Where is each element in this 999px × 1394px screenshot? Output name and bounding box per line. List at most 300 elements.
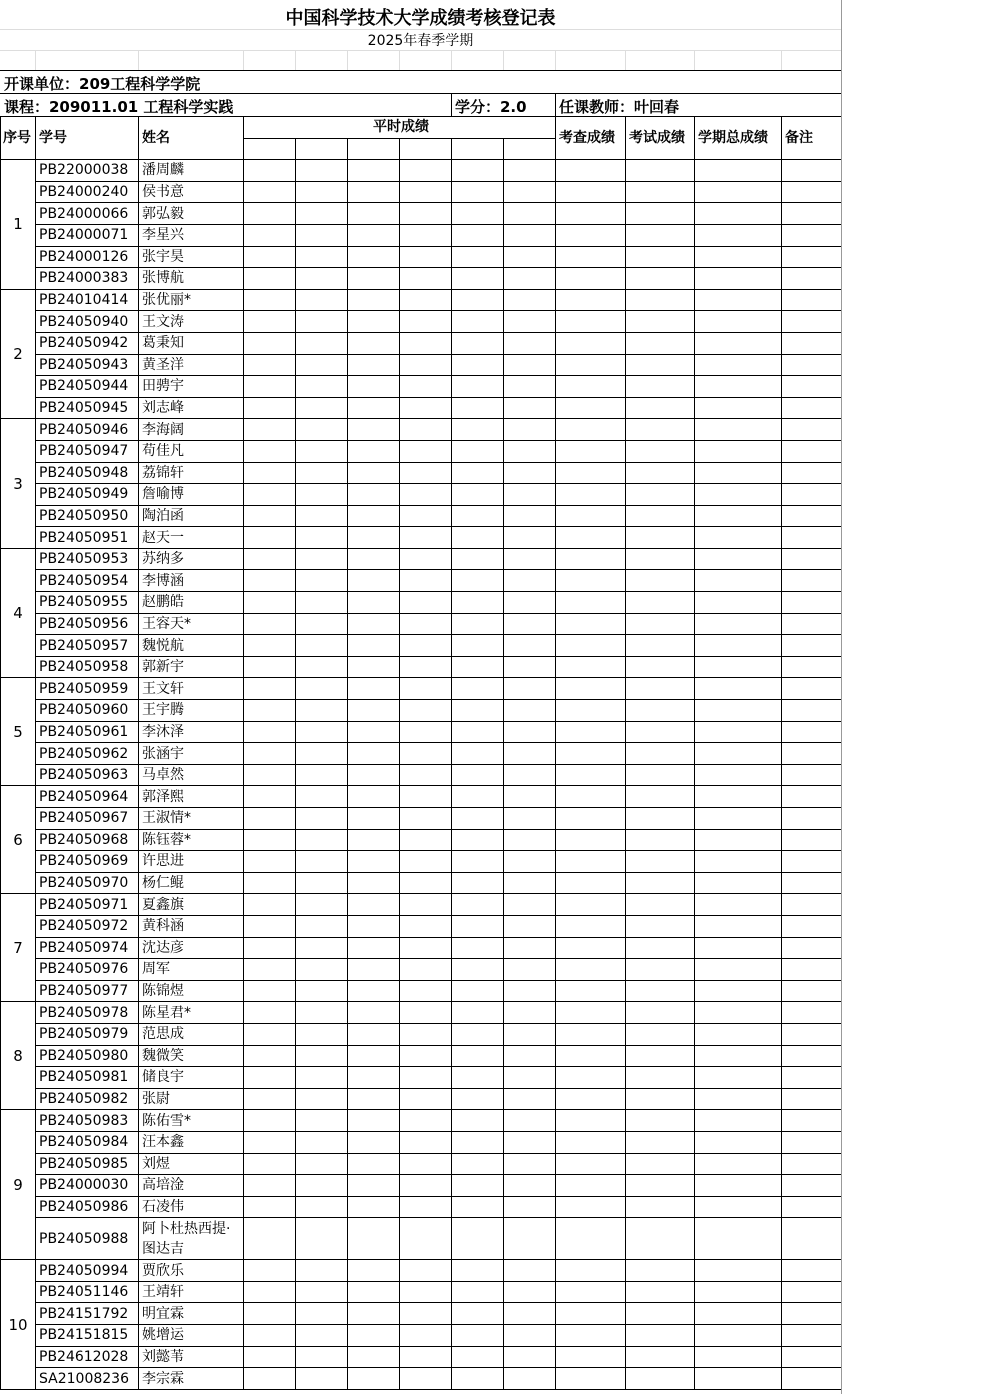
score-cell[interactable]	[400, 527, 452, 549]
score-cell[interactable]	[782, 829, 842, 851]
score-cell[interactable]	[348, 851, 400, 873]
score-cell[interactable]	[244, 721, 296, 743]
score-cell[interactable]	[400, 915, 452, 937]
score-cell[interactable]	[400, 397, 452, 419]
score-cell[interactable]	[400, 570, 452, 592]
score-cell[interactable]	[504, 268, 556, 290]
score-cell[interactable]	[626, 1088, 695, 1110]
score-cell[interactable]	[626, 635, 695, 657]
score-cell[interactable]	[452, 1131, 504, 1153]
score-cell[interactable]	[556, 1368, 626, 1390]
score-cell[interactable]	[556, 1175, 626, 1197]
score-cell[interactable]	[244, 224, 296, 246]
score-cell[interactable]	[452, 1067, 504, 1089]
score-cell[interactable]	[556, 289, 626, 311]
score-cell[interactable]	[348, 700, 400, 722]
score-cell[interactable]	[556, 1002, 626, 1024]
score-cell[interactable]	[695, 246, 782, 268]
score-cell[interactable]	[626, 160, 695, 182]
score-cell[interactable]	[626, 376, 695, 398]
score-cell[interactable]	[695, 1002, 782, 1024]
score-cell[interactable]	[782, 1281, 842, 1303]
score-cell[interactable]	[556, 764, 626, 786]
score-cell[interactable]	[244, 937, 296, 959]
score-cell[interactable]	[782, 440, 842, 462]
score-cell[interactable]	[348, 462, 400, 484]
score-cell[interactable]	[626, 1110, 695, 1132]
score-cell[interactable]	[695, 829, 782, 851]
score-cell[interactable]	[695, 959, 782, 981]
score-cell[interactable]	[695, 1218, 782, 1260]
score-cell[interactable]	[556, 915, 626, 937]
score-cell[interactable]	[556, 1346, 626, 1368]
score-cell[interactable]	[296, 311, 348, 333]
score-cell[interactable]	[400, 1088, 452, 1110]
score-cell[interactable]	[782, 570, 842, 592]
score-cell[interactable]	[504, 721, 556, 743]
score-cell[interactable]	[244, 1346, 296, 1368]
score-cell[interactable]	[348, 1088, 400, 1110]
score-cell[interactable]	[695, 203, 782, 225]
score-cell[interactable]	[695, 1023, 782, 1045]
score-cell[interactable]	[348, 764, 400, 786]
score-cell[interactable]	[695, 915, 782, 937]
score-cell[interactable]	[556, 851, 626, 873]
score-cell[interactable]	[695, 1175, 782, 1197]
score-cell[interactable]	[400, 937, 452, 959]
score-cell[interactable]	[504, 289, 556, 311]
score-cell[interactable]	[244, 268, 296, 290]
score-cell[interactable]	[626, 246, 695, 268]
score-cell[interactable]	[452, 915, 504, 937]
score-cell[interactable]	[782, 203, 842, 225]
score-cell[interactable]	[452, 484, 504, 506]
score-cell[interactable]	[695, 1045, 782, 1067]
score-cell[interactable]	[244, 808, 296, 830]
score-cell[interactable]	[348, 656, 400, 678]
score-cell[interactable]	[504, 1045, 556, 1067]
score-cell[interactable]	[296, 764, 348, 786]
score-cell[interactable]	[348, 332, 400, 354]
score-cell[interactable]	[348, 937, 400, 959]
score-cell[interactable]	[504, 1110, 556, 1132]
score-cell[interactable]	[400, 1368, 452, 1390]
score-cell[interactable]	[244, 160, 296, 182]
score-cell[interactable]	[556, 743, 626, 765]
score-cell[interactable]	[452, 505, 504, 527]
score-cell[interactable]	[626, 1218, 695, 1260]
score-cell[interactable]	[400, 160, 452, 182]
score-cell[interactable]	[296, 592, 348, 614]
score-cell[interactable]	[244, 203, 296, 225]
score-cell[interactable]	[400, 1346, 452, 1368]
score-cell[interactable]	[695, 1153, 782, 1175]
score-cell[interactable]	[348, 376, 400, 398]
score-cell[interactable]	[400, 268, 452, 290]
score-cell[interactable]	[782, 678, 842, 700]
score-cell[interactable]	[556, 980, 626, 1002]
score-cell[interactable]	[400, 484, 452, 506]
score-cell[interactable]	[695, 181, 782, 203]
score-cell[interactable]	[348, 1325, 400, 1347]
score-cell[interactable]	[695, 851, 782, 873]
score-cell[interactable]	[556, 1281, 626, 1303]
score-cell[interactable]	[504, 1023, 556, 1045]
score-cell[interactable]	[348, 1023, 400, 1045]
score-cell[interactable]	[348, 721, 400, 743]
score-cell[interactable]	[626, 894, 695, 916]
score-cell[interactable]	[556, 1067, 626, 1089]
score-cell[interactable]	[504, 505, 556, 527]
score-cell[interactable]	[244, 570, 296, 592]
score-cell[interactable]	[296, 1218, 348, 1260]
score-cell[interactable]	[504, 224, 556, 246]
score-cell[interactable]	[782, 635, 842, 657]
score-cell[interactable]	[695, 808, 782, 830]
score-cell[interactable]	[556, 808, 626, 830]
score-cell[interactable]	[296, 1131, 348, 1153]
score-cell[interactable]	[348, 613, 400, 635]
score-cell[interactable]	[400, 311, 452, 333]
score-cell[interactable]	[244, 786, 296, 808]
score-cell[interactable]	[296, 354, 348, 376]
score-cell[interactable]	[626, 1045, 695, 1067]
score-cell[interactable]	[400, 1196, 452, 1218]
score-cell[interactable]	[244, 678, 296, 700]
score-cell[interactable]	[348, 570, 400, 592]
score-cell[interactable]	[695, 656, 782, 678]
score-cell[interactable]	[296, 721, 348, 743]
score-cell[interactable]	[782, 1303, 842, 1325]
score-cell[interactable]	[452, 289, 504, 311]
score-cell[interactable]	[626, 1260, 695, 1282]
score-cell[interactable]	[452, 1303, 504, 1325]
score-cell[interactable]	[504, 1153, 556, 1175]
score-cell[interactable]	[556, 937, 626, 959]
score-cell[interactable]	[244, 635, 296, 657]
score-cell[interactable]	[782, 1196, 842, 1218]
score-cell[interactable]	[452, 872, 504, 894]
score-cell[interactable]	[782, 613, 842, 635]
score-cell[interactable]	[695, 764, 782, 786]
score-cell[interactable]	[296, 937, 348, 959]
score-cell[interactable]	[556, 440, 626, 462]
score-cell[interactable]	[348, 872, 400, 894]
score-cell[interactable]	[452, 721, 504, 743]
score-cell[interactable]	[244, 548, 296, 570]
score-cell[interactable]	[695, 678, 782, 700]
score-cell[interactable]	[244, 1002, 296, 1024]
score-cell[interactable]	[244, 1260, 296, 1282]
score-cell[interactable]	[782, 160, 842, 182]
score-cell[interactable]	[244, 743, 296, 765]
score-cell[interactable]	[556, 527, 626, 549]
score-cell[interactable]	[626, 1346, 695, 1368]
score-cell[interactable]	[626, 1023, 695, 1045]
score-cell[interactable]	[626, 1153, 695, 1175]
score-cell[interactable]	[296, 1045, 348, 1067]
score-cell[interactable]	[296, 224, 348, 246]
score-cell[interactable]	[695, 700, 782, 722]
score-cell[interactable]	[782, 268, 842, 290]
score-cell[interactable]	[296, 548, 348, 570]
score-cell[interactable]	[782, 1175, 842, 1197]
score-cell[interactable]	[296, 1368, 348, 1390]
score-cell[interactable]	[504, 851, 556, 873]
score-cell[interactable]	[296, 808, 348, 830]
score-cell[interactable]	[504, 786, 556, 808]
score-cell[interactable]	[556, 786, 626, 808]
score-cell[interactable]	[504, 894, 556, 916]
score-cell[interactable]	[556, 332, 626, 354]
score-cell[interactable]	[626, 440, 695, 462]
score-cell[interactable]	[244, 656, 296, 678]
score-cell[interactable]	[400, 289, 452, 311]
score-cell[interactable]	[296, 246, 348, 268]
score-cell[interactable]	[626, 1175, 695, 1197]
score-cell[interactable]	[556, 656, 626, 678]
score-cell[interactable]	[244, 1045, 296, 1067]
score-cell[interactable]	[400, 613, 452, 635]
score-cell[interactable]	[348, 1260, 400, 1282]
score-cell[interactable]	[504, 613, 556, 635]
score-cell[interactable]	[626, 1303, 695, 1325]
score-cell[interactable]	[400, 1045, 452, 1067]
score-cell[interactable]	[556, 548, 626, 570]
score-cell[interactable]	[556, 354, 626, 376]
score-cell[interactable]	[695, 937, 782, 959]
score-cell[interactable]	[348, 268, 400, 290]
score-cell[interactable]	[782, 1088, 842, 1110]
score-cell[interactable]	[296, 181, 348, 203]
score-cell[interactable]	[296, 872, 348, 894]
score-cell[interactable]	[504, 397, 556, 419]
score-cell[interactable]	[504, 1131, 556, 1153]
score-cell[interactable]	[504, 700, 556, 722]
score-cell[interactable]	[626, 1131, 695, 1153]
score-cell[interactable]	[452, 1260, 504, 1282]
score-cell[interactable]	[782, 1045, 842, 1067]
score-cell[interactable]	[626, 721, 695, 743]
score-cell[interactable]	[296, 829, 348, 851]
score-cell[interactable]	[400, 1303, 452, 1325]
score-cell[interactable]	[695, 1110, 782, 1132]
score-cell[interactable]	[504, 635, 556, 657]
score-cell[interactable]	[504, 1325, 556, 1347]
score-cell[interactable]	[504, 678, 556, 700]
score-cell[interactable]	[695, 332, 782, 354]
score-cell[interactable]	[504, 570, 556, 592]
score-cell[interactable]	[296, 743, 348, 765]
score-cell[interactable]	[296, 1303, 348, 1325]
score-cell[interactable]	[244, 1153, 296, 1175]
score-cell[interactable]	[695, 462, 782, 484]
score-cell[interactable]	[452, 1153, 504, 1175]
score-cell[interactable]	[782, 246, 842, 268]
score-cell[interactable]	[626, 1196, 695, 1218]
score-cell[interactable]	[348, 678, 400, 700]
score-cell[interactable]	[348, 1281, 400, 1303]
score-cell[interactable]	[782, 894, 842, 916]
score-cell[interactable]	[556, 397, 626, 419]
score-cell[interactable]	[244, 311, 296, 333]
score-cell[interactable]	[400, 419, 452, 441]
score-cell[interactable]	[452, 656, 504, 678]
score-cell[interactable]	[626, 959, 695, 981]
score-cell[interactable]	[452, 376, 504, 398]
score-cell[interactable]	[348, 397, 400, 419]
score-cell[interactable]	[400, 894, 452, 916]
score-cell[interactable]	[556, 1218, 626, 1260]
score-cell[interactable]	[452, 1325, 504, 1347]
score-cell[interactable]	[782, 1023, 842, 1045]
score-cell[interactable]	[348, 440, 400, 462]
score-cell[interactable]	[504, 1175, 556, 1197]
score-cell[interactable]	[296, 376, 348, 398]
score-cell[interactable]	[452, 1196, 504, 1218]
score-cell[interactable]	[504, 527, 556, 549]
score-cell[interactable]	[296, 656, 348, 678]
score-cell[interactable]	[695, 980, 782, 1002]
score-cell[interactable]	[782, 764, 842, 786]
score-cell[interactable]	[244, 440, 296, 462]
score-cell[interactable]	[695, 224, 782, 246]
score-cell[interactable]	[348, 527, 400, 549]
score-cell[interactable]	[244, 246, 296, 268]
score-cell[interactable]	[348, 1153, 400, 1175]
score-cell[interactable]	[400, 700, 452, 722]
score-cell[interactable]	[695, 1346, 782, 1368]
score-cell[interactable]	[556, 1023, 626, 1045]
score-cell[interactable]	[782, 1002, 842, 1024]
score-cell[interactable]	[782, 1067, 842, 1089]
score-cell[interactable]	[244, 484, 296, 506]
score-cell[interactable]	[556, 570, 626, 592]
score-cell[interactable]	[504, 484, 556, 506]
score-cell[interactable]	[782, 743, 842, 765]
score-cell[interactable]	[556, 1196, 626, 1218]
score-cell[interactable]	[626, 311, 695, 333]
score-cell[interactable]	[626, 872, 695, 894]
score-cell[interactable]	[452, 203, 504, 225]
score-cell[interactable]	[452, 764, 504, 786]
score-cell[interactable]	[244, 527, 296, 549]
score-cell[interactable]	[556, 872, 626, 894]
score-cell[interactable]	[452, 1045, 504, 1067]
score-cell[interactable]	[452, 678, 504, 700]
score-cell[interactable]	[504, 1303, 556, 1325]
score-cell[interactable]	[782, 462, 842, 484]
score-cell[interactable]	[296, 959, 348, 981]
score-cell[interactable]	[504, 1346, 556, 1368]
score-cell[interactable]	[782, 700, 842, 722]
score-cell[interactable]	[348, 224, 400, 246]
score-cell[interactable]	[782, 311, 842, 333]
score-cell[interactable]	[348, 1045, 400, 1067]
score-cell[interactable]	[782, 548, 842, 570]
score-cell[interactable]	[348, 548, 400, 570]
score-cell[interactable]	[695, 311, 782, 333]
score-cell[interactable]	[504, 1088, 556, 1110]
score-cell[interactable]	[348, 1346, 400, 1368]
score-cell[interactable]	[626, 915, 695, 937]
score-cell[interactable]	[296, 1196, 348, 1218]
score-cell[interactable]	[452, 160, 504, 182]
score-cell[interactable]	[348, 915, 400, 937]
score-cell[interactable]	[626, 268, 695, 290]
score-cell[interactable]	[296, 851, 348, 873]
score-cell[interactable]	[626, 678, 695, 700]
score-cell[interactable]	[452, 980, 504, 1002]
score-cell[interactable]	[452, 592, 504, 614]
score-cell[interactable]	[348, 592, 400, 614]
score-cell[interactable]	[400, 1281, 452, 1303]
score-cell[interactable]	[626, 700, 695, 722]
score-cell[interactable]	[782, 354, 842, 376]
score-cell[interactable]	[296, 332, 348, 354]
score-cell[interactable]	[504, 462, 556, 484]
score-cell[interactable]	[244, 419, 296, 441]
score-cell[interactable]	[504, 548, 556, 570]
score-cell[interactable]	[556, 592, 626, 614]
score-cell[interactable]	[782, 181, 842, 203]
score-cell[interactable]	[504, 592, 556, 614]
score-cell[interactable]	[782, 808, 842, 830]
score-cell[interactable]	[504, 1002, 556, 1024]
score-cell[interactable]	[626, 505, 695, 527]
score-cell[interactable]	[400, 181, 452, 203]
score-cell[interactable]	[400, 376, 452, 398]
score-cell[interactable]	[626, 980, 695, 1002]
score-cell[interactable]	[348, 1110, 400, 1132]
score-cell[interactable]	[626, 354, 695, 376]
score-cell[interactable]	[400, 872, 452, 894]
score-cell[interactable]	[296, 203, 348, 225]
score-cell[interactable]	[782, 1153, 842, 1175]
score-cell[interactable]	[244, 397, 296, 419]
score-cell[interactable]	[782, 1325, 842, 1347]
score-cell[interactable]	[695, 160, 782, 182]
score-cell[interactable]	[782, 851, 842, 873]
score-cell[interactable]	[695, 1067, 782, 1089]
score-cell[interactable]	[296, 1175, 348, 1197]
score-cell[interactable]	[400, 1153, 452, 1175]
score-cell[interactable]	[556, 1131, 626, 1153]
score-cell[interactable]	[626, 1281, 695, 1303]
score-cell[interactable]	[782, 721, 842, 743]
score-cell[interactable]	[296, 1023, 348, 1045]
score-cell[interactable]	[244, 1110, 296, 1132]
score-cell[interactable]	[504, 1196, 556, 1218]
score-cell[interactable]	[782, 224, 842, 246]
score-cell[interactable]	[556, 311, 626, 333]
score-cell[interactable]	[504, 354, 556, 376]
score-cell[interactable]	[244, 1175, 296, 1197]
score-cell[interactable]	[348, 635, 400, 657]
score-cell[interactable]	[348, 484, 400, 506]
score-cell[interactable]	[452, 311, 504, 333]
score-cell[interactable]	[504, 1281, 556, 1303]
score-cell[interactable]	[244, 332, 296, 354]
score-cell[interactable]	[400, 1131, 452, 1153]
score-cell[interactable]	[626, 829, 695, 851]
score-cell[interactable]	[504, 829, 556, 851]
score-cell[interactable]	[244, 1023, 296, 1045]
score-cell[interactable]	[244, 1368, 296, 1390]
score-cell[interactable]	[556, 160, 626, 182]
score-cell[interactable]	[400, 246, 452, 268]
score-cell[interactable]	[452, 1346, 504, 1368]
